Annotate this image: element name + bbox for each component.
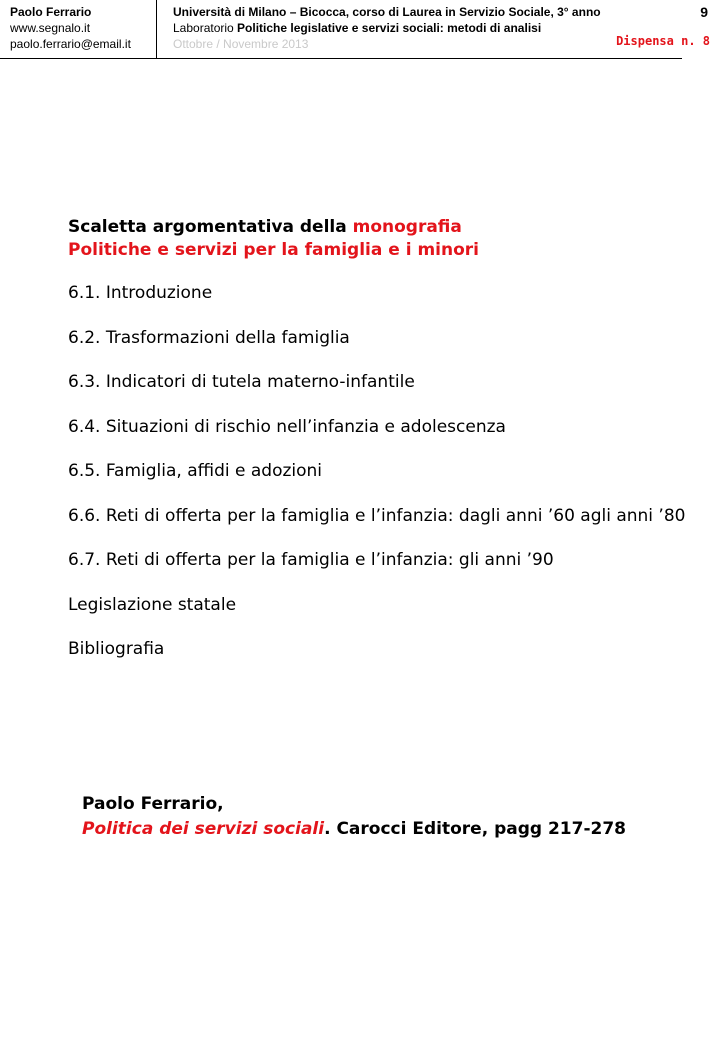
lab-line — [173, 20, 673, 36]
outline-list — [68, 282, 688, 661]
period-text: Ottobre / Novembre 2013 — [173, 37, 309, 51]
outline-title — [68, 216, 688, 262]
list-item: 6.3. Indicatori di tutela materno-infantile — [68, 372, 415, 392]
monograph-title: Politiche e servizi per la famiglia e i minori — [68, 240, 479, 260]
citation-block — [82, 792, 662, 842]
course-block — [173, 4, 673, 52]
list-item: 6.6. Reti di offerta per la famiglia e l’infanzia: dagli anni ’60 agli anni ’80 — [68, 505, 686, 526]
list-item: 6.5. Famiglia, affidi e adozioni — [68, 461, 323, 481]
header-rule — [0, 58, 682, 59]
citation-book-title: Politica dei servizi sociali — [82, 819, 325, 839]
citation-publisher: . Carocci Editore, pagg 217-278 — [324, 819, 626, 839]
title-black-part: Scaletta argomentativa della — [68, 217, 353, 237]
title-red-part: monografia — [352, 217, 462, 237]
header-divider — [156, 0, 157, 58]
list-item: Legislazione statale — [68, 594, 237, 615]
main-content — [68, 216, 688, 683]
website-link[interactable]: www.segnalo.it — [10, 21, 91, 35]
author-name: Paolo Ferrario — [10, 5, 92, 19]
citation-author: Paolo Ferrario, — [82, 794, 224, 814]
list-item: 6.4. Situazioni di rischio nell’infanzia e adolescenza — [68, 416, 506, 437]
list-item: 6.1. Introduzione — [68, 283, 213, 303]
lab-title: Politiche legislative e servizi sociali: metodi di analisi — [237, 21, 542, 35]
page-number: 9 — [700, 4, 708, 20]
list-item: 6.2. Trasformazioni della famiglia — [68, 327, 350, 348]
list-item: 6.7. Reti di offerta per la famiglia e l’infanzia: gli anni ’90 — [68, 550, 554, 570]
email-link[interactable]: paolo.ferrario@email.it — [10, 37, 131, 51]
lab-prefix: Laboratorio — [173, 21, 238, 35]
author-block — [10, 4, 152, 52]
page-header — [0, 0, 720, 60]
course-title: Università di Milano – Bicocca, corso di Laurea in Servizio Sociale, 3° anno — [173, 5, 601, 19]
dispensa-label: Dispensa n. 8 — [616, 34, 710, 48]
list-item: Bibliografia — [68, 639, 165, 659]
